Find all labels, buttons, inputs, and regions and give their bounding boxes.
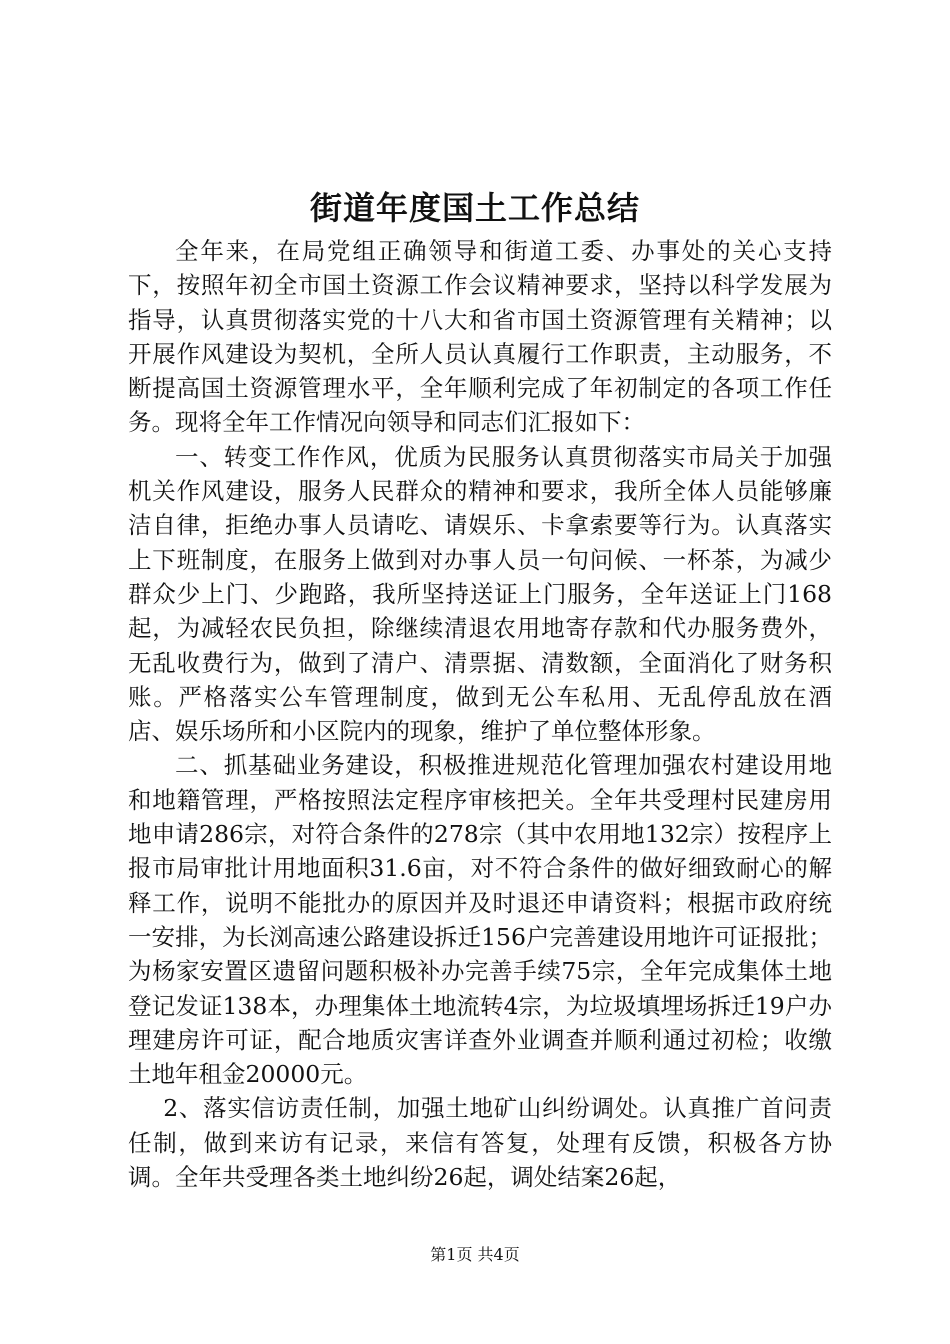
paragraph-basic-business: 二、抓基础业务建设，积极推进规范化管理加强农村建设用地和地籍管理，严格按照法定程序审核把关。全年共受理村民建房用地申请286宗，对符合条件的278宗（其中农用地132宗）按程序上报市局审批计用地面积31.6亩，对不符合条件的做好细致耐心的解释工作，说明不能批办的原因并及时退还申请资料；根据市政府统一安排，为长浏高速公路建设拆迁156户完善建设用地许可证报批；为杨家安置区遗留问题积极补办完善手续75宗，全年完成集体土地登记发证138本，办理集体土地流转4宗，为垃圾填埋场拆迁19户办理建房许可证，配合地质灾害详查外业调查并顺利通过初检；收缴土地年租金20000元。 bbox=[128, 751, 832, 1089]
paragraph-work-style: 一、转变工作作风，优质为民服务认真贯彻落实市局关于加强机关作风建设，服务人民群众的精神和要求，我所全体人员能够廉洁自律，拒绝办事人员请吃、请娱乐、卡拿索要等行为。认真落实上下班制度，在服务上做到对办事人员一句问候、一杯茶，为减少群众少上门、少跑路，我所坚持送证上门服务，全年送证上门168起，为减轻农民负担，除继续清退农用地寄存款和代办服务费外，无乱收费行为，做到了清户、清票据、清数额，全面消化了财务积账。严格落实公车管理制度，做到无公车私用、无乱停乱放在酒店、娱乐场所和小区院内的现象，维护了单位整体形象。 bbox=[128, 442, 832, 746]
paragraph-intro: 全年来，在局党组正确领导和街道工委、办事处的关心支持下，按照年初全市国土资源工作会议精神要求，坚持以科学发展为指导，认真贯彻落实党的十八大和省市国土资源管理有关精神；以开展作风建设为契机，全所人员认真履行工作职责，主动服务，不断提高国土资源管理水平，全年顺利完成了年初制定的各项工作任务。现将全年工作情况向领导和同志们汇报如下： bbox=[128, 237, 832, 437]
paragraph-petition: 2、落实信访责任制，加强土地矿山纠纷调处。认真推广首问责任制，做到来访有记录，来信有答复，处理有反馈，积极各方协调。全年共受理各类土地纠纷26起，调处结案26起， bbox=[128, 1094, 832, 1192]
page-footer: 第1页 共4页 bbox=[430, 1245, 520, 1264]
document-body bbox=[128, 234, 832, 1194]
document-title: 街道年度国土工作总结 bbox=[309, 189, 640, 227]
